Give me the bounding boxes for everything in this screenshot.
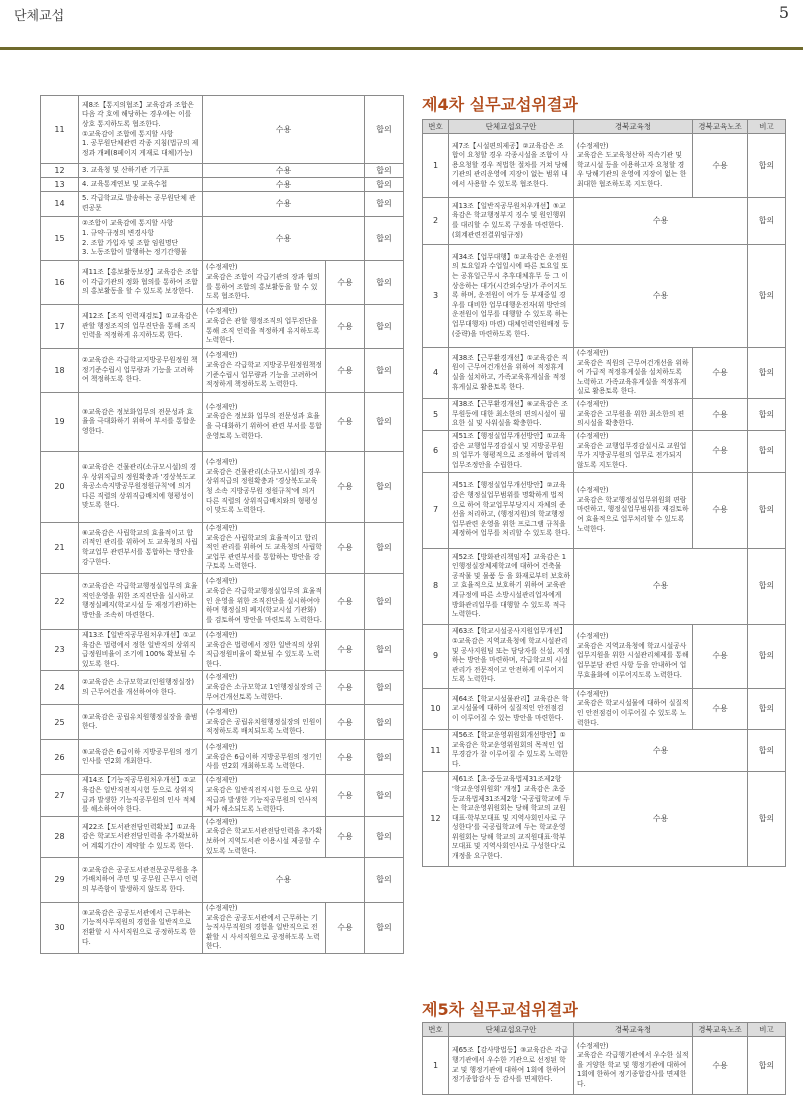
demand-cell: 제56조【학교운영위원회개선방안】①교육감은 학교운영위원회의 목적인 업무경감가 잘 이루어질 수 있도록 노력한다.	[449, 730, 574, 771]
result-cell: 합의	[748, 134, 786, 198]
table-row	[423, 198, 786, 245]
union-response-cell: 수용	[693, 134, 748, 198]
result-cell: 합의	[748, 1037, 786, 1095]
row-number: 6	[423, 430, 449, 472]
table-row	[41, 305, 404, 349]
demand-cell: 제38조【근무환경개선】①교육감은 직원이 근무여건개선을 위하여 적정휴게실을 설치하고, 가족교육휴게실을 적정휴게실로 활용토록 한다.	[449, 348, 574, 399]
result-cell: 합의	[365, 903, 404, 954]
table-row	[423, 548, 786, 624]
row-number: 11	[423, 730, 449, 771]
gov-response-cell: (수정제안) 교육감은 교행업무경감실시로 교원업무가 지방공무원의 업무로 전가되지 않도록 지도한다.	[574, 430, 693, 472]
row-number: 25	[41, 705, 79, 740]
result-cell: 합의	[365, 452, 404, 523]
row-number: 14	[41, 192, 79, 217]
table-row	[423, 430, 786, 472]
demand-cell: 제22조【도서관전담인력확보】①교육감은 학교도서관전담인력을 추가확보하여 계획기간이 계약할 수 있도록 한다.	[79, 816, 203, 857]
left-results-table	[40, 95, 404, 954]
row-number: 1	[423, 134, 449, 198]
demand-cell: ②교육감은 각급학교지방공무원정원 책정기준수립시 업무량과 기능을 고려하여 책정하도록 한다.	[79, 349, 203, 393]
demand-cell: 제38조【근무환경개선】⑥교육감은 조무원등에 대한 최소한의 편의시설이 필요한 실 및 사워실을 확충한다.	[449, 398, 574, 430]
union-response-cell: 수용	[326, 705, 365, 740]
table-row	[41, 452, 404, 523]
table-row	[41, 858, 404, 903]
result-cell: 합의	[365, 573, 404, 629]
result-cell: 합의	[748, 198, 786, 245]
demand-cell: 제65조【감사방법등】③교육감은 각급행기관에서 우수한 기관으로 선정된 학교 및 행정기관에 대하여 1회에 한하여 정기종합감사 등 감사를 면제한다.	[449, 1037, 574, 1095]
row-number: 5	[423, 398, 449, 430]
table-row	[41, 705, 404, 740]
gov-response-cell: (수정제안) 교육감은 각급학교 지방공무원정원책정기준수립시 업무량과 기능을 고려하여 적정하게 책정하도록 노력한다.	[203, 349, 326, 393]
table-row	[41, 903, 404, 954]
gov-response-cell: (수정제안) 교육감은 건물관리(소규모시설)의 경우 상위직급의 정원확충과 '경상북도교육청 소속 지방공무원 정원규칙'에 의거 다른 직렬의 상위직급배치와의 형평성이 맞도록 노력한다.	[203, 452, 326, 523]
result-cell: 합의	[748, 398, 786, 430]
table-row	[41, 523, 404, 574]
fourth-round-table	[422, 119, 786, 867]
union-response-cell: 수용	[326, 393, 365, 452]
row-number: 28	[41, 816, 79, 857]
union-response-cell: 수용	[326, 452, 365, 523]
gov-response-cell: (수정제안) 교육감은 학교시설물에 대하여 실질적인 안전점검이 이루어질 수 있도록 노력한다.	[574, 688, 693, 729]
demand-cell: ③교육감은 공립유치원행정실장을 출범한다.	[79, 705, 203, 740]
result-cell: 합의	[365, 816, 404, 857]
table-row	[41, 217, 404, 261]
table-row	[41, 96, 404, 164]
demand-cell: 제13조【일반직공무원처우개선】①교육감은 법령에서 정한 일반직의 상위직급정원비율이 조기에 100% 확보될 수 있도록 한다.	[79, 629, 203, 670]
row-number: 15	[41, 217, 79, 261]
result-cell: 합의	[365, 96, 404, 164]
col-header-note: 비고	[748, 1023, 786, 1037]
row-number: 24	[41, 671, 79, 705]
col-header-gov: 경북교육청	[574, 1023, 693, 1037]
col-header-demand: 단체교섭요구안	[449, 120, 574, 134]
table-row	[423, 472, 786, 548]
gov-response-cell: 수용	[574, 198, 748, 245]
union-response-cell: 수용	[326, 775, 365, 816]
gov-response-cell: 수용	[574, 245, 748, 348]
gov-response-cell: (수정제안) 교육감은 법령에서 정한 일반직의 상위직급정원비율이 확보될 수 있도록 노력한다.	[203, 629, 326, 670]
demand-cell: 제11조【홍보활동보장】교육감은 조합이 각급기관의 정화 협의를 통하여 조합의 홍보활동을 할 수 있도록 보장한다.	[79, 261, 203, 305]
gov-response-cell: 수용	[203, 858, 365, 903]
table-row	[423, 624, 786, 688]
result-cell: 합의	[365, 705, 404, 740]
col-header-gov: 경북교육청	[574, 120, 693, 134]
gov-response-cell: 수용	[203, 96, 365, 164]
result-cell: 합의	[365, 629, 404, 670]
demand-cell: 제51조【행정실업무개선방안】②교육감은 행정실업무범위를 명확하게 법적으로 하여 학교업무부당지시 자체의 준선을 처리하고, (행정지원)의 학교행정업무관련 운영을 위한 프로그램 규칙을 제정하여 업무를 처리할 수 있도록 한다.	[449, 472, 574, 548]
table-row	[41, 775, 404, 816]
row-number: 12	[41, 164, 79, 178]
union-response-cell: 수용	[326, 629, 365, 670]
row-number: 17	[41, 305, 79, 349]
result-cell: 합의	[365, 217, 404, 261]
demand-cell: 5. 각급학교로 발송하는 공무원단체 관련공문	[79, 192, 203, 217]
table-row	[41, 629, 404, 670]
row-number: 11	[41, 96, 79, 164]
col-header-demand: 단체교섭요구안	[449, 1023, 574, 1037]
table-row	[423, 134, 786, 198]
row-number: 13	[41, 178, 79, 192]
result-cell: 합의	[365, 178, 404, 192]
union-response-cell: 수용	[693, 430, 748, 472]
gov-response-cell: (수정제안) 교육감은 조합이 각급기관의 장과 협의를 통하여 조합의 홍보활동을 할 수 있도록 협조한다.	[203, 261, 326, 305]
table-row	[423, 1037, 786, 1095]
gov-response-cell: 수용	[574, 771, 748, 866]
table-row	[41, 393, 404, 452]
demand-cell: 제13조【일반직공무원처우개선】⑤교육감은 학교행정부지 징수 및 원인행위를 대리할 수 있도록 구정을 마련한다. (회계관련전결위임규정)	[449, 198, 574, 245]
result-cell: 합의	[365, 858, 404, 903]
gov-response-cell: 수용	[203, 192, 365, 217]
union-response-cell: 수용	[693, 348, 748, 399]
header-rule	[0, 47, 803, 50]
row-number: 2	[423, 198, 449, 245]
gov-response-cell: 수용	[574, 730, 748, 771]
col-header-note: 비고	[748, 120, 786, 134]
result-cell: 합의	[365, 261, 404, 305]
table-row	[41, 573, 404, 629]
demand-cell: ⑥교육감은 사립학교의 효율적이고 합리적인 관리를 위하여 도 교육청의 사립학교업무 관련부서를 통합하는 방안을 강구한다.	[79, 523, 203, 574]
demand-cell: 3. 교육청 및 산하기관 기구표	[79, 164, 203, 178]
row-number: 1	[423, 1037, 449, 1095]
row-number: 3	[423, 245, 449, 348]
table-header-row	[423, 1023, 786, 1037]
union-response-cell: 수용	[326, 523, 365, 574]
union-response-cell: 수용	[693, 472, 748, 548]
result-cell: 합의	[748, 688, 786, 729]
result-cell: 합의	[748, 348, 786, 399]
row-number: 27	[41, 775, 79, 816]
demand-cell: 4. 교육통계연보 및 교육수첩	[79, 178, 203, 192]
demand-cell: ⑦교육감은 각급학교행정실업무의 효율적인운영을 위한 조직진단을 실시하고 행정실폐지(학교시설 등 재정기관)하는 방안을 조속히 마련한다.	[79, 573, 203, 629]
result-cell: 합의	[365, 523, 404, 574]
table-row	[423, 348, 786, 399]
demand-cell: 제61조【초·중등교육법제31조제2항 '학교운영위원회' 개정】교육감은 초중등교육법제31조제2항 '국공립학교에 두는 학교운영위원회는 당해 학교의 교원대표·학부모대표 및 지역사회인사로 구성한다'를 국공립학교에 두는 학교운영위원회는 당해 학교의 교직원대표·학부모대표 및 지역사회인사로 구성한다'로 개정을 요구한다.	[449, 771, 574, 866]
col-header-no: 번호	[423, 1023, 449, 1037]
table-row	[41, 671, 404, 705]
row-number: 18	[41, 349, 79, 393]
demand-cell: 제64조【학교시설물관리】교육감은 학교시설물에 대하여 실질적인 안전점검이 이루어질 수 있는 방안을 마련한다.	[449, 688, 574, 729]
gov-response-cell: (수정제안) 교육감은 학교행정실업무위원회 편람 마련하고, 행정실업무범위를 재검토하여 효율적으로 업무처리할 수 있도록 노력한다.	[574, 472, 693, 548]
gov-response-cell: (수정제안) 교육감은 공공도서관에서 근무하는 기능직사무직원의 경험을 일반직으로 전환할 시 사서직원으로 공정하도록 노력한다.	[203, 903, 326, 954]
union-response-cell: 수용	[326, 816, 365, 857]
gov-response-cell: (수정제안) 교육감은 관할 행정조직의 업무진단을 통해 조직 인력을 적정하게 유지하도록 노력한다.	[203, 305, 326, 349]
section-title-4th: 제4차 실무교섭위결과	[422, 95, 578, 114]
table-row	[423, 730, 786, 771]
demand-cell: 제63조【학교시설공사지원업무개선】①교육감은 지역교육청에 학교시설관리 및 공사지원팀 또는 담당자를 신설, 지정하는 방안을 마련하며, 각급학교의 시설관리가 전문적이고 안전하게 이루어지도록 노력한다.	[449, 624, 574, 688]
row-number: 30	[41, 903, 79, 954]
row-number: 23	[41, 629, 79, 670]
row-number: 4	[423, 348, 449, 399]
row-number: 19	[41, 393, 79, 452]
union-response-cell: 수용	[326, 305, 365, 349]
union-response-cell: 수용	[693, 624, 748, 688]
result-cell: 합의	[748, 730, 786, 771]
row-number: 16	[41, 261, 79, 305]
fifth-round-table	[422, 1022, 786, 1095]
row-number: 12	[423, 771, 449, 866]
result-cell: 합의	[365, 393, 404, 452]
union-response-cell: 수용	[326, 903, 365, 954]
gov-response-cell: (수정제안) 교육감은 고무원을 위한 최소한의 편의시설을 확충한다.	[574, 398, 693, 430]
result-cell: 합의	[748, 472, 786, 548]
gov-response-cell: 수용	[203, 164, 365, 178]
table-row	[423, 245, 786, 348]
table-row	[41, 349, 404, 393]
result-cell: 합의	[748, 245, 786, 348]
gov-response-cell: (수정제안) 교육감은 각급학교행정실업무의 효율적인 운영을 위한 조직진단을 실시하여야 하며 행정실의 폐지(학교시설 기관화)를 검토하여 방안을 마련토록 노력한다.	[203, 573, 326, 629]
gov-response-cell: (수정제안) 교육감은 일반직전직시험 등으로 상위직급과 발생한 기능직공무원의 인사적체가 해소되도록 노력한다.	[203, 775, 326, 816]
row-number: 29	[41, 858, 79, 903]
row-number: 10	[423, 688, 449, 729]
result-cell: 합의	[365, 349, 404, 393]
running-header-section: 단체교섭	[14, 9, 65, 24]
gov-response-cell: (수정제안) 교육감은 학교도서관전담인력을 추가확보하여 지역도서관 이용시설 제공할 수 있도록 노력한다.	[203, 816, 326, 857]
demand-cell: ②교육감은 공공도서관전문공무원을 추가배치하여 주민 및 공무원 근무시 인력의 부족함이 발생하지 않도록 한다.	[79, 858, 203, 903]
gov-response-cell: 수용	[203, 178, 365, 192]
result-cell: 합의	[365, 164, 404, 178]
table-row	[423, 688, 786, 729]
result-cell: 합의	[748, 624, 786, 688]
demand-cell: 제34조【업무대행】①교육감은 운전원의 토요일과 수업일시에 따른 토요일 또는 공휴일근무시 추후대체휴무 등 그 이 상응하는 대가(시간외수당)가 주어지도록 하며, 운전원이 여가 등 부재중일 경우를 대비한 업무대행운전자(위 방안의 운전원이 업무를 대행할 수 있도록 하는 업무대행자) 마련) 대체인력인원배정 등 (중략)을 마련하도록 한다.	[449, 245, 574, 348]
table-row	[41, 178, 404, 192]
union-response-cell: 수용	[693, 688, 748, 729]
gov-response-cell: (수정제안) 교육감은 직원의 근무여건개선을 위하여 가급적 적정휴게실을 설치하도록 노력하고 가족교육휴게실을 적정휴게실로 활용토록 한다.	[574, 348, 693, 399]
demand-cell: 제7조【시설편의제공】②교육감은 조합이 요청할 경우 각종시설을 조합이 사용요청할 경우 적법한 절차를 거쳐 당해기관의 관리운영에 지장이 없는 범위 내에서 사용할 수 있도록 협조한다.	[449, 134, 574, 198]
gov-response-cell: (수정제안) 교육감은 공립유치원행정실장의 인원이 적정하도록 배치되도록 노력한다.	[203, 705, 326, 740]
col-header-union: 경북교육노조	[693, 1023, 748, 1037]
table-row	[41, 192, 404, 217]
demand-cell: 제52조【방화관리책임자】교육감은 1인행정실장체제학교에 대하여 건축물 공작물 및 물품 등 을 화재로부터 보호하고 효율적으로 보호하기 위하여 교육관계규정에 따른 소방시설관리업자에게 방화관리업무를 대행할 수 있도록 적극 노력한다.	[449, 548, 574, 624]
demand-cell: ⑤교육감은 6급이하 지방공무원의 정기인사를 연2회 개최한다.	[79, 740, 203, 775]
result-cell: 합의	[748, 771, 786, 866]
union-response-cell: 수용	[326, 573, 365, 629]
table-row	[423, 771, 786, 866]
page-number: 5	[778, 3, 789, 22]
row-number: 26	[41, 740, 79, 775]
gov-response-cell: 수용	[574, 548, 748, 624]
col-header-union: 경북교육노조	[693, 120, 748, 134]
union-response-cell: 수용	[326, 671, 365, 705]
table-row	[41, 261, 404, 305]
union-response-cell: 수용	[693, 1037, 748, 1095]
union-response-cell: 수용	[326, 349, 365, 393]
demand-cell: 제51조【행정실업무개선방안】①교육감은 교행업무경감실시 및 지방공무원의 업무가 형평적으로 조정하여 합리적 업무조정안을 수립한다.	[449, 430, 574, 472]
gov-response-cell: (수정제안) 교육감은 사립학교의 효율적이고 합리적인 관리를 위하여 도 교육청의 사립학교업무 관련부서를 통합하는 방안을 강구토록 노력한다.	[203, 523, 326, 574]
result-cell: 합의	[365, 775, 404, 816]
demand-cell: 제14조【기능직공무원처우개선】①교육감은 일반직전직시험 등으로 상위직급과 발생한 기능직공무원의 인사 적체를 해소하여야 한다.	[79, 775, 203, 816]
result-cell: 합의	[365, 740, 404, 775]
gov-response-cell: 수용	[203, 217, 365, 261]
gov-response-cell: (수정제안) 교육감은 6급이하 지방공무원의 정기인사를 연2회 개최하도록 노력한다.	[203, 740, 326, 775]
row-number: 7	[423, 472, 449, 548]
result-cell: 합의	[365, 192, 404, 217]
row-number: 9	[423, 624, 449, 688]
demand-cell: ④교육감은 건물관리(소규모시설)의 경우 상위직급의 정원확충과 '경상북도교육공소속지방공무원정원규칙'에 의거 다른 직렬의 상위직급배치에 형평성이 맞도록 한다.	[79, 452, 203, 523]
row-number: 8	[423, 548, 449, 624]
demand-cell: 제12조【조직 인력재검토】①교육감은 관할 행정조직의 업무진단을 통해 조직 인력을 적정하게 유지하도록 한다.	[79, 305, 203, 349]
section-title-5th: 제5차 실무교섭위결과	[422, 1000, 578, 1019]
union-response-cell: 수용	[326, 261, 365, 305]
table-row	[423, 398, 786, 430]
gov-response-cell: (수정제안) 교육감은 각급행기관에서 우수한 실적을 거양한 학교 및 행정기관에 대하여 1회에 한하여 정기종합감사를 면제한다.	[574, 1037, 693, 1095]
result-cell: 합의	[365, 671, 404, 705]
union-response-cell: 수용	[326, 740, 365, 775]
row-number: 22	[41, 573, 79, 629]
table-row	[41, 164, 404, 178]
union-response-cell: 수용	[693, 398, 748, 430]
result-cell: 합의	[365, 305, 404, 349]
col-header-no: 번호	[423, 120, 449, 134]
demand-cell: ②조합이 교육감에 통지할 사항 1. 규약·규정의 변경사항 2. 조합 가입자 및 조합 임원명단 3. 노동조합이 발행하는 정기간행물	[79, 217, 203, 261]
demand-cell: 제8조【통지의협조】교육감과 조합은 다음 각 호에 해당하는 경우에는 이를 상호 통지하도록 협조한다. ①교육감이 조합에 통지할 사항 1. 공무원단체관련 각종 지침(법규의 제정과 개폐(8페이지 게재로 대체)가능)	[79, 96, 203, 164]
table-row	[41, 816, 404, 857]
result-cell: 합의	[748, 548, 786, 624]
gov-response-cell: (수정제안) 교육감은 소규모학교 1인행정실장의 근무여건개선토록 노력한다.	[203, 671, 326, 705]
gov-response-cell: (수정제안) 교육감은 정보화 업무의 전문성과 효율을 극대화하기 위하여 관련 부서를 통합운영토록 노력한다.	[203, 393, 326, 452]
demand-cell: ③교육감은 공공도서관에서 근무하는 기능적사무직원의 경험을 일반직으로 전환할 시 사서직원으로 공정하도록 한다.	[79, 903, 203, 954]
row-number: 21	[41, 523, 79, 574]
table-row	[41, 740, 404, 775]
demand-cell: ②교육감은 소규모학교(인원행정실장)의 근무여건을 개선하여야 한다.	[79, 671, 203, 705]
gov-response-cell: (수정제안) 교육감은 도교육청산하 직속기관 및 학교시설 등을 이용하고자 요청할 경우 당해기관의 운영에 지장이 없는 한 최대한 협조하도록 지도한다.	[574, 134, 693, 198]
table-header-row	[423, 120, 786, 134]
gov-response-cell: (수정제안) 교육감은 지역교육청에 학교시설공사업무지원을 위한 시설관리체제를 통해 업무분담 관련 사항 등을 안내하여 업무효율화에 이루어지도록 노력한다.	[574, 624, 693, 688]
result-cell: 합의	[748, 430, 786, 472]
demand-cell: ③교육감은 정보화업무의 전문성과 효율을 극대화하기 위하여 부서를 통합운영한다.	[79, 393, 203, 452]
row-number: 20	[41, 452, 79, 523]
